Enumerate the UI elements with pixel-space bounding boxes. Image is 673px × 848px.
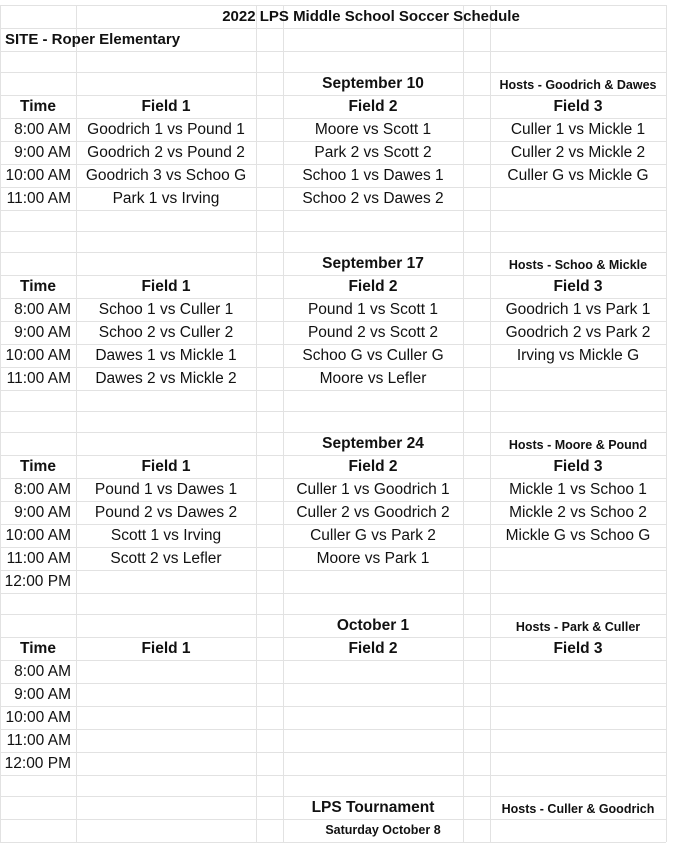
- game-cell: Park 1 vs Irving: [112, 190, 220, 207]
- week-hosts: Hosts - Goodrich & Dawes: [499, 78, 657, 92]
- col-header-field1: Field 1: [141, 458, 191, 475]
- row-gridline: [0, 210, 666, 211]
- week-date: September 24: [322, 435, 424, 452]
- game-cell: [490, 547, 666, 570]
- time-cell: 8:00 AM: [14, 121, 71, 138]
- row-gridline: [0, 842, 666, 843]
- time-cell: 11:00 AM: [6, 190, 71, 207]
- game-cell: Mickle 1 vs Schoo 1: [509, 481, 647, 498]
- row-gridline: [0, 775, 666, 776]
- row-gridline: [0, 683, 666, 684]
- time-cell: 9:00 AM: [14, 504, 71, 521]
- game-cell: Scott 2 vs Lefler: [110, 550, 222, 567]
- col-header-time: Time: [20, 640, 56, 657]
- game-cell: [490, 367, 666, 390]
- game-cell: Schoo 2 vs Dawes 2: [302, 190, 444, 207]
- time-cell: 12:00 PM: [4, 573, 71, 590]
- game-cell: Goodrich 3 vs Schoo G: [85, 167, 247, 184]
- game-cell: Pound 2 vs Dawes 2: [94, 504, 238, 521]
- row-gridline: [0, 51, 666, 52]
- column-gridline: [256, 5, 257, 842]
- row-gridline: [0, 231, 666, 232]
- time-cell: 10:00 AM: [5, 167, 71, 184]
- game-cell: Park 2 vs Scott 2: [314, 144, 432, 161]
- week-date: October 1: [336, 617, 410, 634]
- time-cell: 9:00 AM: [14, 324, 71, 341]
- game-cell: Dawes 1 vs Mickle 1: [95, 347, 237, 364]
- game-cell: Irving vs Mickle G: [516, 347, 640, 364]
- game-cell: Culler 1 vs Goodrich 1: [296, 481, 450, 498]
- row-gridline: [0, 411, 666, 412]
- column-gridline: [666, 5, 667, 842]
- game-cell: Mickle 2 vs Schoo 2: [509, 504, 647, 521]
- row-gridline: [0, 390, 666, 391]
- game-cell: Culler 2 vs Goodrich 2: [296, 504, 450, 521]
- col-header-field1: Field 1: [141, 640, 191, 657]
- time-cell: 9:00 AM: [14, 144, 71, 161]
- col-header-field2: Field 2: [348, 640, 398, 657]
- game-cell: Pound 1 vs Scott 1: [307, 301, 439, 318]
- col-header-time: Time: [20, 278, 56, 295]
- row-gridline: [0, 570, 666, 571]
- game-cell: Pound 2 vs Scott 2: [307, 324, 439, 341]
- week-date: September 17: [322, 255, 424, 272]
- game-cell: Scott 1 vs Irving: [110, 527, 222, 544]
- game-cell: Goodrich 1 vs Park 1: [505, 301, 651, 318]
- row-gridline: [0, 729, 666, 730]
- game-cell: Goodrich 2 vs Park 2: [505, 324, 651, 341]
- tournament-date: Saturday October 8: [325, 823, 441, 837]
- week-date: September 10: [322, 75, 424, 92]
- game-cell: Goodrich 2 vs Pound 2: [87, 144, 245, 161]
- game-cell: Culler 1 vs Mickle 1: [510, 121, 646, 138]
- col-header-field1: Field 1: [141, 278, 191, 295]
- col-header-field2: Field 2: [348, 278, 398, 295]
- game-cell: Moore vs Lefler: [319, 370, 427, 387]
- time-cell: 10:00 AM: [5, 709, 71, 726]
- game-cell: Culler G vs Mickle G: [507, 167, 649, 184]
- tournament-name: LPS Tournament: [311, 799, 435, 816]
- col-header-field3: Field 3: [553, 278, 603, 295]
- game-cell: Dawes 2 vs Mickle 2: [95, 370, 237, 387]
- week-hosts: Hosts - Park & Culler: [515, 620, 641, 634]
- time-cell: 8:00 AM: [14, 663, 71, 680]
- game-cell: Goodrich 1 vs Pound 1: [87, 121, 245, 138]
- time-cell: 12:00 PM: [4, 755, 71, 772]
- col-header-field3: Field 3: [553, 640, 603, 657]
- col-header-field1: Field 1: [141, 98, 191, 115]
- row-gridline: [0, 706, 666, 707]
- row-gridline: [0, 593, 666, 594]
- game-cell: [490, 187, 666, 210]
- sheet-title: 2022 LPS Middle School Soccer Schedule: [222, 8, 520, 25]
- game-cell: Moore vs Park 1: [316, 550, 430, 567]
- week-hosts: Hosts - Schoo & Mickle: [508, 258, 648, 272]
- col-header-field2: Field 2: [348, 458, 398, 475]
- game-cell: Mickle G vs Schoo G: [505, 527, 651, 544]
- game-cell: Pound 1 vs Dawes 1: [94, 481, 238, 498]
- time-cell: 8:00 AM: [14, 301, 71, 318]
- time-cell: 10:00 AM: [5, 527, 71, 544]
- col-header-field3: Field 3: [553, 98, 603, 115]
- col-header-time: Time: [20, 458, 56, 475]
- col-header-field3: Field 3: [553, 458, 603, 475]
- col-header-time: Time: [20, 98, 56, 115]
- game-cell: Moore vs Scott 1: [314, 121, 432, 138]
- time-cell: 11:00 AM: [6, 370, 71, 387]
- col-header-field2: Field 2: [348, 98, 398, 115]
- game-cell: Schoo G vs Culler G: [302, 347, 444, 364]
- time-cell: 11:00 AM: [6, 550, 71, 567]
- time-cell: 11:00 AM: [6, 732, 71, 749]
- game-cell: Schoo 2 vs Culler 2: [98, 324, 234, 341]
- game-cell: Schoo 1 vs Dawes 1: [302, 167, 444, 184]
- game-cell: Schoo 1 vs Culler 1: [98, 301, 234, 318]
- time-cell: 10:00 AM: [5, 347, 71, 364]
- row-gridline: [0, 752, 666, 753]
- game-cell: Culler G vs Park 2: [310, 527, 436, 544]
- tournament-hosts: Hosts - Culler & Goodrich: [501, 802, 655, 816]
- time-cell: 8:00 AM: [14, 481, 71, 498]
- time-cell: 9:00 AM: [14, 686, 71, 703]
- week-hosts: Hosts - Moore & Pound: [508, 438, 648, 452]
- row-gridline: [0, 660, 666, 661]
- column-gridline: [463, 5, 464, 842]
- game-cell: Culler 2 vs Mickle 2: [510, 144, 646, 161]
- site-label: SITE - Roper Elementary: [5, 31, 181, 48]
